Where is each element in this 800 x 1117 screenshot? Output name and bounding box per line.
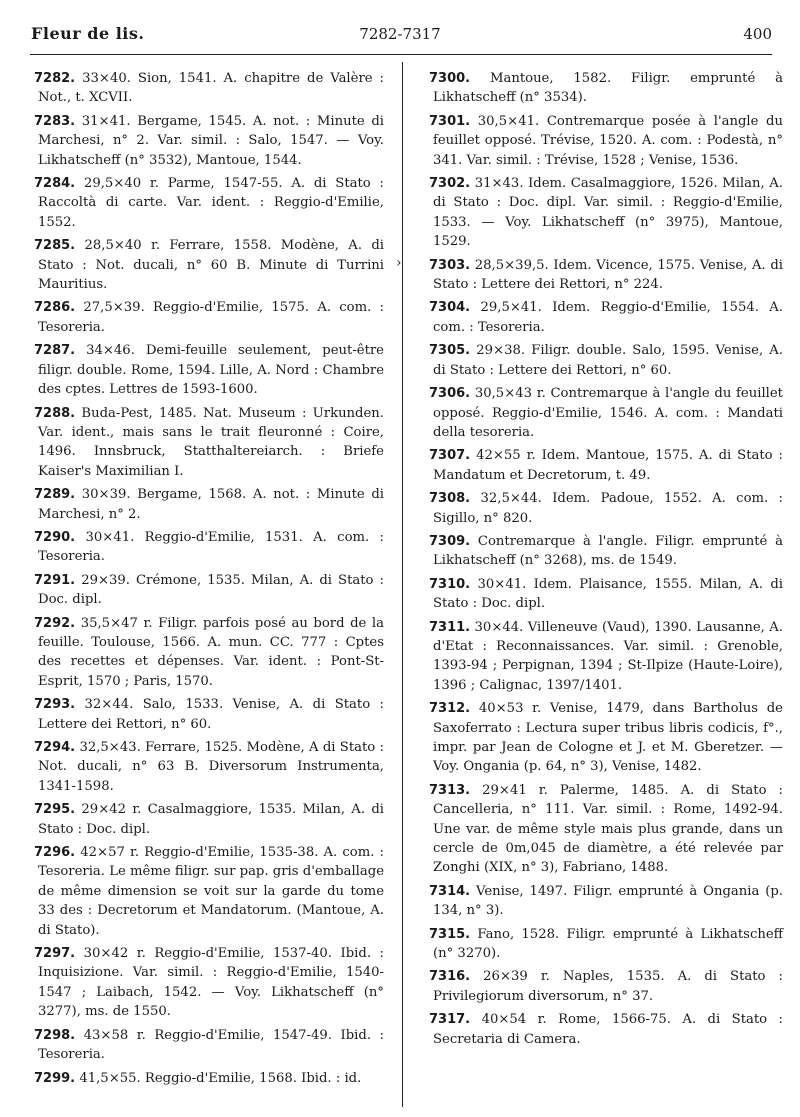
- entry-number: 7301.: [429, 113, 471, 129]
- catalogue-entry: [417, 489, 783, 528]
- entry-text: Mantoue, 1582. Filigr. emprunté à Likhatscheff (n° 3534).: [433, 71, 783, 106]
- entry-text: 34×46. Demi-feuille seulement, peut-être filigr. double. Rome, 1594. Lille, A. Nord : Chambre des cptes. Lettres de 1593-1600.: [38, 343, 384, 398]
- entry-number: 7313.: [429, 782, 471, 798]
- entry-text: 30×44. Villeneuve (Vaud), 1390. Lausanne, A. d'Etat : Reconnaissances. Var. simil. : Grenoble, 1393-94 ; Perpignan, 1394 ; St-Ilpize (Haute-Loire), 1396 ; Calignac, 1397/1401.: [433, 619, 783, 693]
- catalogue-entry: [417, 967, 783, 1006]
- entry-text: 32,5×44. Idem. Padoue, 1552. A. com. : Sigillo, n° 820.: [433, 491, 783, 526]
- catalogue-entry: [417, 341, 783, 380]
- entry-text: 30,5×43 r. Contremarque à l'angle du feuillet opposé. Reggio-d'Emilie, 1546. A. com. : Mandati della tesoreria.: [433, 386, 783, 440]
- catalogue-entry: [22, 404, 384, 482]
- entry-number: 7312.: [429, 701, 471, 717]
- entry-text: 28,5×39,5. Idem. Vicence, 1575. Venise, A. di Stato : Lettere dei Rettori, n° 224.: [433, 257, 783, 293]
- catalogue-entry: [22, 174, 384, 232]
- entry-number: 7292.: [34, 615, 76, 631]
- entry-text: 32×44. Salo, 1533. Venise, A. di Stato : Lettere dei Rettori, n° 60.: [38, 697, 384, 732]
- catalogue-entry: [417, 256, 783, 295]
- catalogue-entry: [22, 944, 384, 1022]
- left-column: [22, 69, 384, 1092]
- entry-text: 29×38. Filigr. double. Salo, 1595. Venise, A. di Stato : Lettere dei Rettori, n° 60.: [433, 343, 783, 378]
- entry-text: 40×53 r. Venise, 1479, dans Bartholus de Saxoferrato : Lectura super tribus libris codicis, f°., impr. par Jean de Cologne et J. et M. Gberetzer. — Voy. Ongania (p. 64, n° 3), Venise, 1482.: [433, 701, 783, 775]
- entry-number: 7302.: [429, 176, 471, 192]
- catalogue-entry: [417, 174, 783, 252]
- catalogue-entry: [417, 781, 783, 878]
- catalogue-entry: [22, 112, 384, 170]
- entry-number: 7314.: [429, 883, 471, 899]
- entry-number: 7282.: [34, 71, 76, 86]
- entry-number: 7294.: [34, 740, 76, 755]
- entry-text: Fano, 1528. Filigr. emprunté à Likhatscheff (n° 3270).: [433, 926, 783, 962]
- catalogue-entry: [417, 384, 783, 442]
- entry-text: 31×41. Bergame, 1545. A. not. : Minute di Marchesi, n° 2. Var. simil. : Salo, 1547. — Voy. Likhatscheff (n° 3532), Mantoue, 1544.: [38, 113, 384, 168]
- entry-text: 26×39 r. Naples, 1535. A. di Stato : Privilegiorum diversorum, n° 37.: [433, 969, 783, 1004]
- column-divider: [402, 62, 403, 1107]
- catalogue-entry: [22, 800, 384, 839]
- entry-text: 27,5×39. Reggio-d'Emilie, 1575. A. com. : Tesoreria.: [38, 300, 384, 335]
- entry-text: 30×41. Idem. Plaisance, 1555. Milan, A. di Stato : Doc. dipl.: [433, 576, 783, 612]
- entry-text: 30×42 r. Reggio-d'Emilie, 1537-40. Ibid. : Inquisizione. Var. simil. : Reggio-d'Emilie, 1540-1547 ; Laibach, 1542. — Voy. Likhatscheff (n° 3277), ms. de 1550.: [38, 946, 384, 1020]
- page-number: 400: [743, 25, 772, 43]
- entry-text: 30×41. Reggio-d'Emilie, 1531. A. com. : Tesoreria.: [38, 529, 384, 565]
- entry-text: 41,5×55. Reggio-d'Emilie, 1568. Ibid. : id.: [79, 1070, 362, 1086]
- catalogue-entry: [22, 571, 384, 610]
- entry-text: 29×41 r. Palerme, 1485. A. di Stato : Cancelleria, n° 111. Var. simil. : Rome, 1492-94. Une var. de même style mais plus grande, dans un cercle de 0m,045 de diamètre, a été relevée par Zonghi (XIX, n° 3), Fabriano, 1488.: [433, 782, 783, 876]
- entry-number: 7297.: [34, 946, 76, 962]
- catalogue-entry: [417, 69, 783, 108]
- entry-number: 7299.: [34, 1070, 76, 1086]
- catalogue-entry: [22, 1069, 384, 1088]
- entry-text: 40×54 r. Rome, 1566-75. A. di Stato : Secretaria di Camera.: [433, 1012, 783, 1047]
- entry-number: 7293.: [34, 697, 76, 713]
- entry-text: 29×42 r. Casalmaggiore, 1535. Milan, A. di Stato : Doc. dipl.: [38, 802, 384, 837]
- entry-number: 7308.: [429, 491, 471, 507]
- catalogue-entry: [22, 695, 384, 734]
- entry-number: 7288.: [34, 405, 76, 421]
- catalogue-entry: [417, 699, 783, 777]
- entry-text: Contremarque à l'angle. Filigr. emprunté à Likhatscheff (n° 3268), ms. de 1549.: [433, 533, 783, 569]
- entry-number: 7315.: [429, 926, 471, 942]
- entry-text: 35,5×47 r. Filigr. parfois posé au bord de la feuille. Toulouse, 1566. A. mun. CC. 777 : Cptes des recettes et dépenses. Var. ident. : Pont-St-Esprit, 1570 ; Paris, 1570.: [38, 615, 384, 689]
- page-header: [0, 0, 800, 58]
- entry-text: 29×39. Crémone, 1535. Milan, A. di Stato : Doc. dipl.: [38, 572, 384, 608]
- entry-number: 7285.: [34, 238, 76, 254]
- entry-text: 29,5×41. Idem. Reggio-d'Emilie, 1554. A. com. : Tesoreria.: [433, 300, 783, 335]
- catalogue-entry: [417, 882, 783, 921]
- entry-number: 7284.: [34, 176, 76, 192]
- entry-text: 30×39. Bergame, 1568. A. not. : Minute di Marchesi, n° 2.: [38, 487, 384, 522]
- entry-number: 7300.: [429, 71, 471, 86]
- entry-number: 7298.: [34, 1027, 76, 1043]
- entry-text: Venise, 1497. Filigr. emprunté à Ongania (p. 134, n° 3).: [433, 883, 783, 919]
- entry-text: 43×58 r. Reggio-d'Emilie, 1547-49. Ibid. : Tesoreria.: [38, 1027, 384, 1063]
- catalogue-entry: [22, 1026, 384, 1065]
- catalogue-entry: [417, 446, 783, 485]
- entry-text: 42×57 r. Reggio-d'Emilie, 1535-38. A. com. : Tesoreria. Le même filigr. sur pap. gris d'emballage de même dimension se voit sur la garde du tome 33 des : Decretorum et Mandatorum. (Mantoue, A. di Stato).: [38, 845, 384, 938]
- right-column: [417, 69, 783, 1053]
- entry-number: 7309.: [429, 533, 471, 549]
- entry-text: Buda-Pest, 1485. Nat. Museum : Urkunden. Var. ident., mais sans le trait fleuronné : Coire, 1496. Innsbruck, Statthaltereiarch. : Briefe Kaiser's Maximilian I.: [38, 405, 384, 479]
- entry-number: 7306.: [429, 386, 471, 402]
- catalogue-entry: [22, 236, 384, 294]
- catalogue-entry: [417, 112, 783, 170]
- entry-text: 31×43. Idem. Casalmaggiore, 1526. Milan, A. di Stato : Doc. dipl. Var. simil. : Reggio-d'Emilie, 1533. — Voy. Likhatscheff (n° 3975), Mantoue, 1529.: [433, 176, 783, 250]
- entry-text: 28,5×40 r. Ferrare, 1558. Modène, A. di Stato : Not. ducali, n° 60 B. Minute di Turrini Mauritius.: [38, 238, 384, 293]
- entry-text: 29,5×40 r. Parme, 1547-55. A. di Stato : Raccoltà di carte. Var. ident. : Reggio-d'Emilie, 1552.: [38, 176, 384, 230]
- catalogue-entry: [22, 614, 384, 692]
- entry-number: 7305.: [429, 343, 471, 359]
- catalogue-entry: [22, 341, 384, 399]
- entry-range: 7282-7317: [359, 25, 441, 43]
- entry-number: 7304.: [429, 300, 471, 316]
- catalogue-entry: [22, 843, 384, 940]
- entry-number: 7283.: [34, 113, 76, 129]
- entry-number: 7289.: [34, 487, 76, 503]
- catalogue-entry: [22, 69, 384, 108]
- entry-number: 7295.: [34, 802, 76, 818]
- entry-number: 7311.: [429, 619, 471, 635]
- running-title: Fleur de lis.: [31, 24, 145, 43]
- catalogue-entry: [417, 532, 783, 571]
- entry-number: 7287.: [34, 343, 76, 359]
- entry-number: 7291.: [34, 572, 76, 588]
- entry-number: 7316.: [429, 969, 471, 985]
- catalogue-entry: [22, 298, 384, 337]
- entry-text: 32,5×43. Ferrare, 1525. Modène, A di Stato : Not. ducali, n° 63 B. Diversorum Instrumenta, 1341-1598.: [38, 740, 384, 794]
- catalogue-entry: [22, 485, 384, 524]
- entry-text: 30,5×41. Contremarque posée à l'angle du feuillet opposé. Trévise, 1520. A. com. : Podestà, n° 341. Var. simil. : Trévise, 1528 ; Venise, 1536.: [433, 113, 783, 168]
- catalogue-entry: [22, 528, 384, 567]
- catalogue-entry: [417, 575, 783, 614]
- entry-number: 7296.: [34, 845, 76, 861]
- catalogue-entry: [417, 298, 783, 337]
- catalogue-entry: [22, 738, 384, 796]
- margin-mark: ›: [396, 255, 402, 271]
- entry-number: 7317.: [429, 1012, 471, 1028]
- entry-text: 42×55 r. Idem. Mantoue, 1575. A. di Stato : Mandatum et Decretorum, t. 49.: [433, 448, 783, 483]
- entry-number: 7303.: [429, 257, 471, 273]
- catalogue-entry: [417, 1010, 783, 1049]
- header-rule: [30, 54, 772, 55]
- catalogue-entry: [417, 925, 783, 964]
- catalogue-entry: [417, 618, 783, 696]
- entry-number: 7286.: [34, 300, 76, 316]
- entry-number: 7307.: [429, 448, 471, 464]
- entry-number: 7310.: [429, 576, 471, 592]
- entry-text: 33×40. Sion, 1541. A. chapitre de Valère : Not., t. XCVII.: [38, 71, 384, 106]
- entry-number: 7290.: [34, 529, 76, 545]
